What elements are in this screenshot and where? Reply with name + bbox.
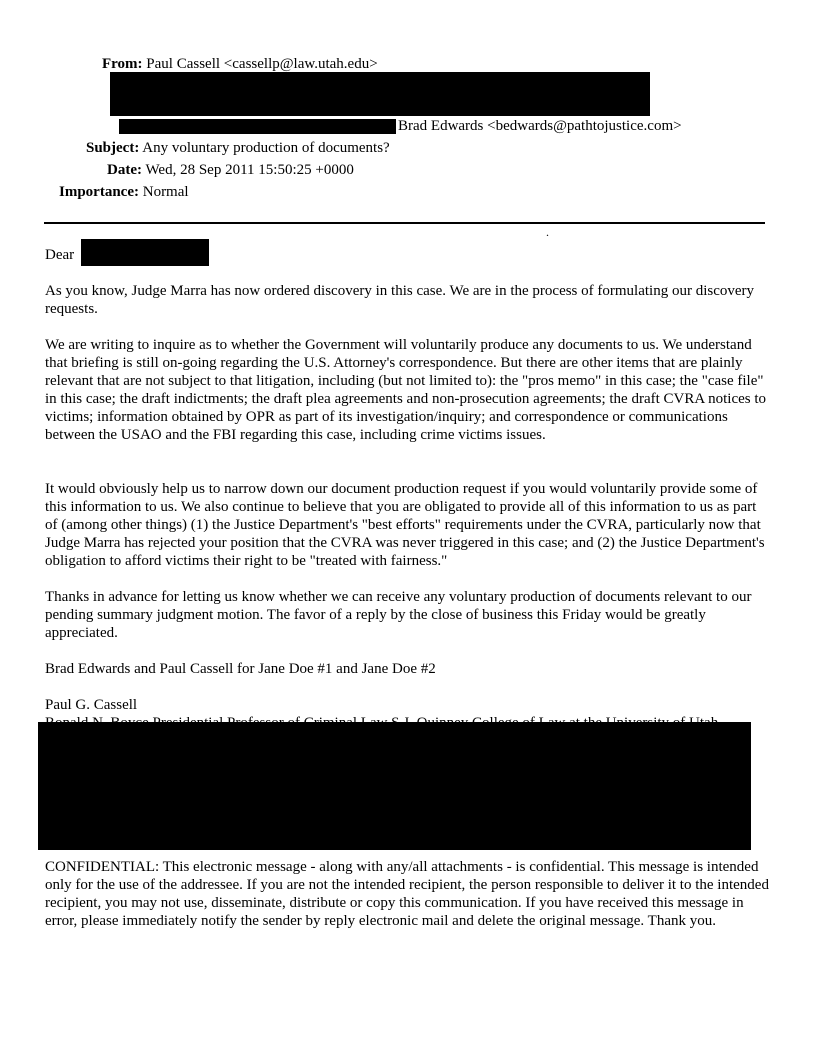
from-label: From: [102,56,143,72]
stray-dot: . [546,225,549,239]
from-line [102,55,378,73]
paragraph-1: As you know, Judge Marra has now ordered discovery in this case. We are in the process of formulating our discovery requests. [45,283,755,317]
redaction-signature-block [38,722,751,850]
date-line [107,161,354,179]
redaction-recipient-line [119,119,396,134]
date-label: Date: [107,162,142,178]
paragraph-2: We are writing to inquire as to whether the Government will voluntarily produce any documents to us. We understand that briefing is still on-going regarding the U.S. Attorney's correspondence. But there are other items that are plainly relevant that are not subject to that litigation, including (but not limited to): the "pros memo" in this case; the "case file" in this case; the draft indictments; the draft plea agreements and non-prosecution agreements; the draft CVRA notices to victims; information obtained by OPR as part of its investigation/inquiry; and correspondence or communications between the USAO and the FBI regarding this case, including crime victims issues. [45,337,767,443]
header-divider [44,222,765,224]
to-visible: Brad Edwards <bedwards@pathtojustice.com> [398,118,682,134]
redaction-recipients [110,72,650,116]
paragraph-3: It would obviously help us to narrow down our document production request if you would voluntarily provide some of this information to us. We also continue to believe that you are obligated to provide all of this information to us as part of (among other things) (1) the Justice Department's "best efforts" requirements under the CVRA, particularly now that Judge Marra has rejected your position that the CVRA was never triggered in this case; and (2) the Justice Department's obligation to afford victims their right to be "treated with fairness." [45,481,765,569]
subject-value: Any voluntary production of documents? [142,140,390,156]
importance-value: Normal [142,184,189,200]
paragraph-4: Thanks in advance for letting us know whether we can receive any voluntary production of documents relevant to our pending summary judgment motion. The favor of a reply by the close of business this Friday would be greatly appreciated. [45,589,752,641]
signature-name: Paul G. Cassell [45,697,138,713]
salutation: Dear [45,247,75,263]
importance-line [59,183,189,201]
confidentiality-notice: CONFIDENTIAL: This electronic message - along with any/all attachments - is confidential. This message is intended only for the use of the addressee. If you are not the intended recipient, the person responsible to deliver it to the intended recipient, you may not use, disseminate, distribute or copy this communication. If you have received this message in error, please immediately notify the sender by reply electronic mail and delete the original message. Thank you. [45,859,769,929]
from-value: Paul Cassell <cassellp@law.utah.edu> [146,56,378,72]
subject-line [86,139,390,157]
redaction-addressee [81,239,209,266]
date-value: Wed, 28 Sep 2011 15:50:25 +0000 [145,162,354,178]
subject-label: Subject: [86,140,140,156]
importance-label: Importance: [59,184,139,200]
closing-line: Brad Edwards and Paul Cassell for Jane Doe #1 and Jane Doe #2 [45,661,436,677]
